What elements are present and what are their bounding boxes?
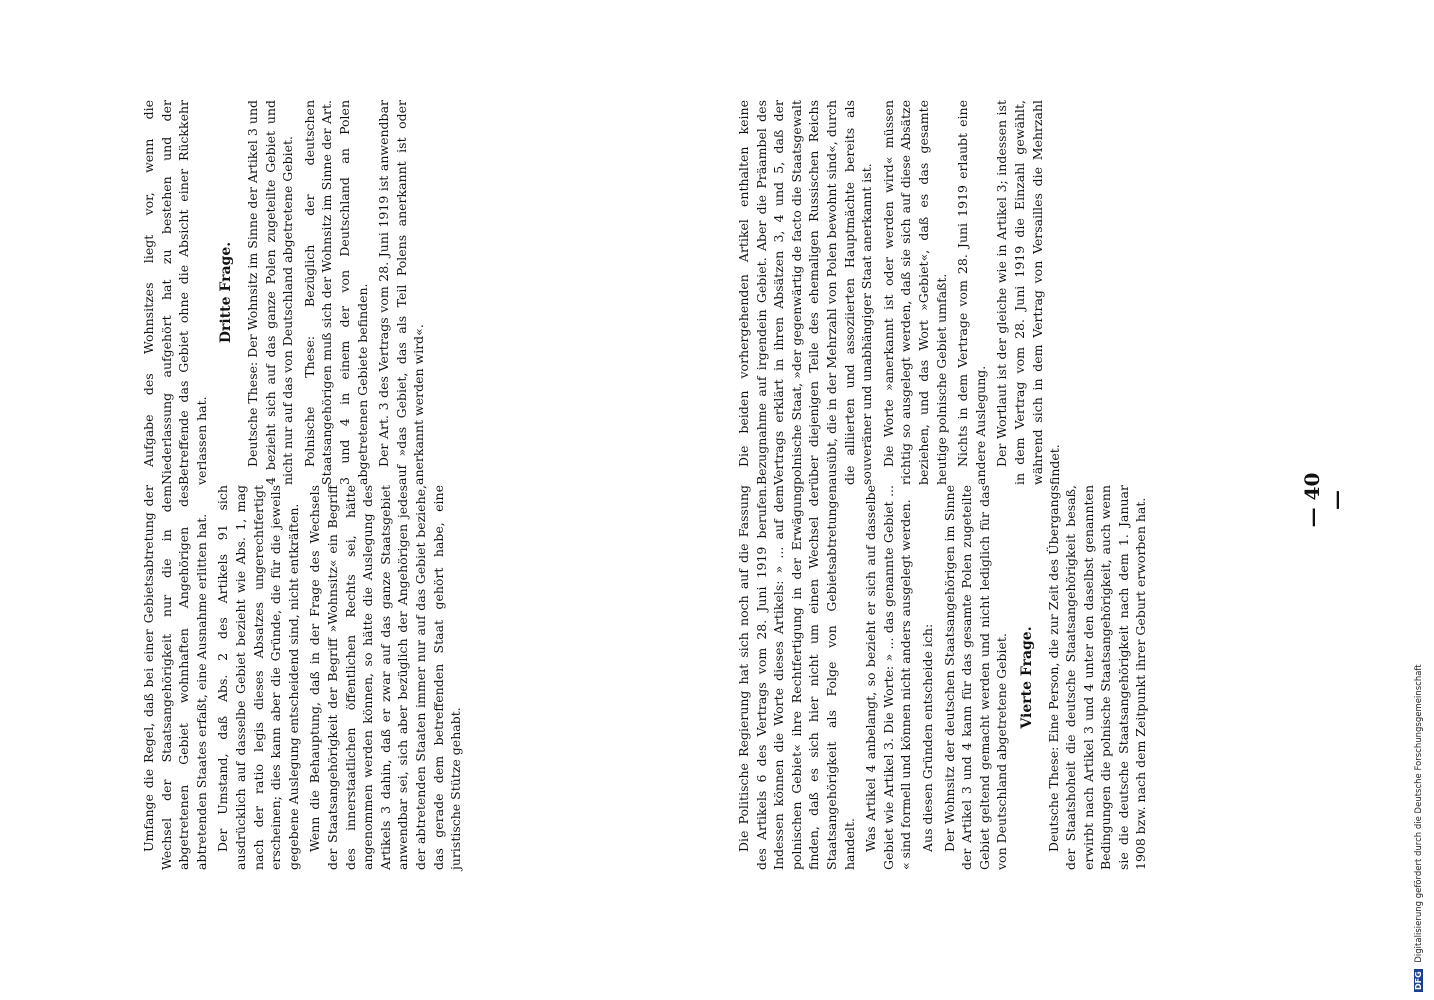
paragraph: Polnische These: Bezüglich der deutschen Staatsangehörigen muß sich der Wohnsitz im Sinne der Art. 3 und 4 in einem der von Deutschland an Polen abgetretenen Gebiete befinden. — [301, 100, 370, 485]
column-upper-right — [140, 100, 700, 485]
paragraph: Der Art. 3 des Vertrags vom 28. Juni 1919 ist anwendbar auf »das Gebiet, das als Teil Polens anerkannt ist oder anerkannt werden wird«. — [376, 100, 427, 485]
paragraph: Nichts in dem Vertrage vom 28. Juni 1919 erlaubt eine andere Auslegung. — [955, 100, 988, 485]
column-upper-left — [140, 485, 700, 870]
paragraph: Was Artikel 4 anbelangt, so bezieht er sich auf dasselbe Gebiet wie Artikel 3. Die Worte: » ... das genannte Gebiet ... « sind formell und können nicht anders ausgelegt werden. — [863, 485, 914, 870]
section-heading-third-question: Dritte Frage. — [218, 241, 235, 344]
column-lower-right — [735, 100, 1290, 485]
paragraph: Die Worte »anerkannt ist oder werden wird« müssen richtig so ausgelegt werden, daß sie sich auf diese Absätze beziehen, und das Wort »Gebiet«, daß es das gesamte heutige polnische Gebiet umfaßt. — [880, 100, 949, 485]
dfg-logo: DFG — [1414, 971, 1423, 990]
paragraph: Aus diesen Gründen entscheide ich: — [919, 623, 935, 852]
section-heading-fourth-question: Vierte Frage. — [1018, 626, 1035, 729]
paragraph: Wenn die Behauptung, daß in der Frage des Wechsels der Staatsangehörigkeit der Begriff »Wohnsitz« ein Begriff des innerstaatlichen öffentlichen Rechts sei, hätte angenommen werden können, so hätte die Auslegung des Artikels 3 dahin, daß er zwar auf das ganze Staatsgebiet anwendbar sei, sich aber bezüglich der Angehörigen jedes der abtretenden Staaten immer nur auf das Gebiet beziehe, das gerade dem betreffenden Staat gehört habe, eine juristische Stütze gehabt. — [307, 485, 464, 870]
paragraph: Der Wortlaut ist der gleiche wie in Artikel 3; indessen ist in dem Vertrag vom 28. Juni 1919 die Einzahl gewählt, während sich in dem Vertrag von Versailles die Mehrzahl findet. — [994, 100, 1063, 485]
paragraph: Der Wohnsitz der deutschen Staatsangehörigen im Sinne der Artikel 3 und 4 kann für das gesamte Polen zugeteilte Gebiet geltend gemacht werden und nicht lediglich für das von Deutschland abgetretene Gebiet. — [941, 485, 1010, 870]
paragraph: Aufgabe des Wohnsitzes liegt vor, wenn die Niederlassung aufgehört hat zu bestehen und der Betreffende das Gebiet ohne die Absicht einer Rückkehr verlassen hat. — [141, 100, 209, 485]
paragraph: Der Umstand, daß Abs. 2 des Artikels 91 sich ausdrücklich auf dasselbe Gebiet bezieht wie Abs. 1, mag nach der ratio legis dieses Absatzes ungerechtfertigt erscheinen; dies kann aber die Gründe, die für die jeweils gegebene Auslegung entscheidend sind, nicht entkräften. — [215, 485, 301, 870]
digitization-note: Digitalisierung gefördert durch die Deutsche Forschungsgemeinschaft — [1414, 664, 1424, 963]
paragraph: Deutsche These: Der Wohnsitz im Sinne der Artikel 3 und 4 bezieht sich auf das ganze Polen zugeteilte Gebiet und nicht nur auf das von Deutschland abgetretene Gebiet. — [244, 100, 296, 485]
paragraph: Die Politische Regierung hat sich noch auf die Fassung des Artikels 6 des Vertrags vom 28. Juni 1919 berufen. Indessen können die Worte dieses Artikels: » ... auf dem polnischen Gebiet« ihre Rechtfertigung in der Erwägung finden, daß es sich hier nicht um einen Wechsel der Staatsangehörigkeit als Folge von Gebietsabtretungen handelt. — [736, 485, 857, 870]
column-lower-left — [735, 485, 1290, 870]
digitization-footer — [1414, 8, 1428, 992]
page-number: — 40 — — [1300, 472, 1348, 528]
paragraph: Deutsche These: Eine Person, die zur Zeit des Übergangs der Staatshoheit die deutsche Staatsangehörigkeit besaß, erwirbt nach Artikel 3 und 4 unter den daselbst genannten Bedingungen die polnische Staatsangehörigkeit, auch wenn sie die deutsche Staatsangehörigkeit nach dem 1. Januar 1908 bzw. nach dem Zeitpunkt ihrer Geburt erworben hat. — [1045, 485, 1149, 870]
paragraph: Die beiden vorhergehenden Artikel enthalten keine Bezugnahme auf irgendein Gebiet. Aber die Präambel des Vertrags erklärt in ihren Absätzen 3, 4 und 5, daß der polnische Staat, »der gegenwärtig de facto die Staatsgewalt über diejenigen Teile des ehemaligen Russischen Reichs ausübt, die in der Mehrzahl von Polen bewohnt sind«, durch die alliierten und assoziierten Hauptmächte bereits als souveräner und unabhängiger Staat anerkannt ist. — [736, 100, 875, 485]
paragraph: Umfange die Regel, daß bei einer Gebietsabtretung der Wechsel der Staatsangehörigkeit nur die in dem abgetretenen Gebiet wohnhaften Angehörigen des abtretenden Staates erfaßt, eine Ausnahme erlitten hat. — [141, 485, 209, 870]
